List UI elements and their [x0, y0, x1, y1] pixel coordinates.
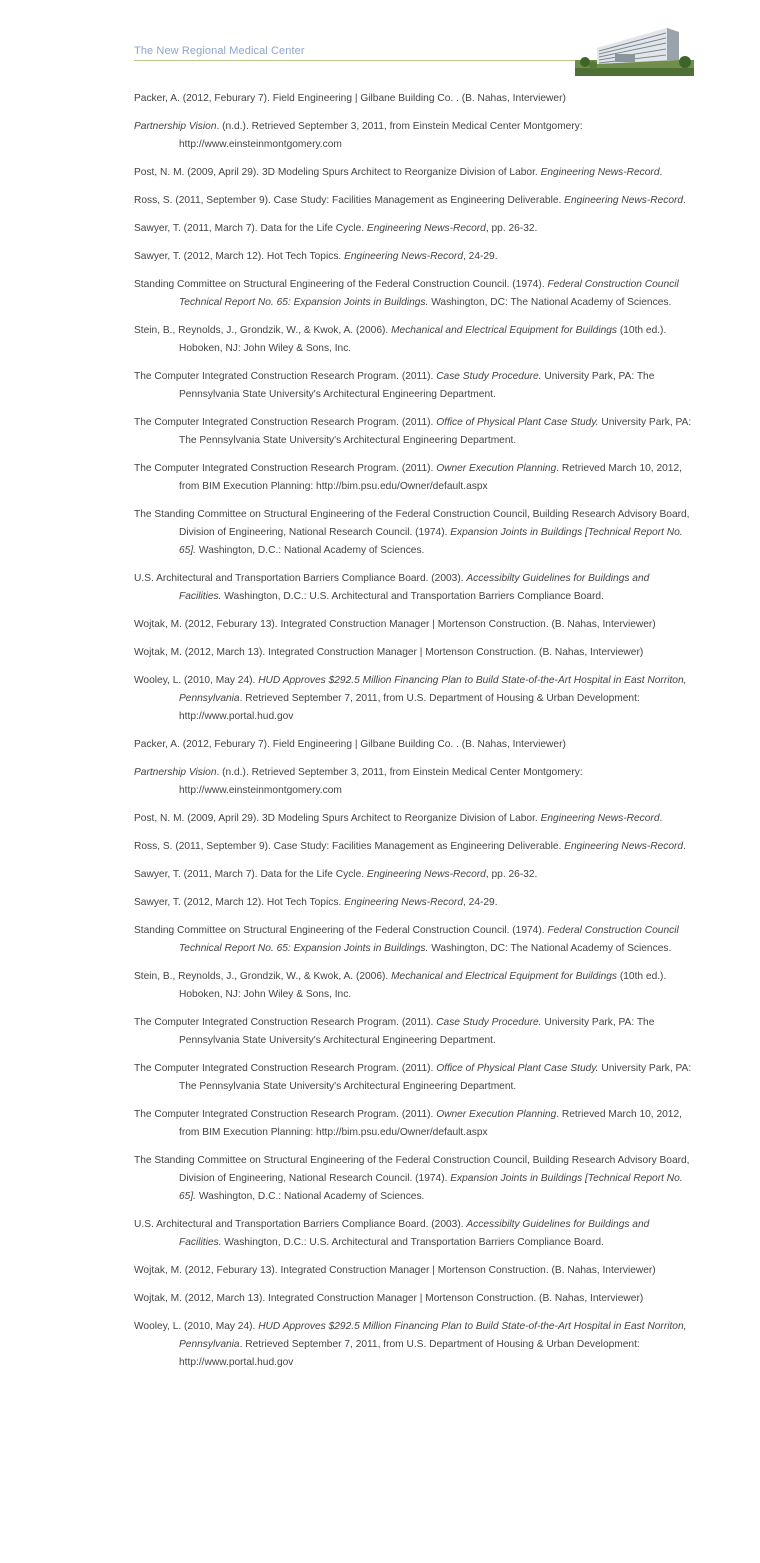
reference-text: Stein, B., Reynolds, J., Grondzik, W., & Kwok, A. (2006). [134, 971, 392, 982]
reference-text: . [659, 167, 663, 178]
reference-entry [134, 118, 694, 154]
reference-text: Sawyer, T. (2012, March 12). Hot Tech Topics. [134, 897, 345, 908]
page-header [134, 24, 694, 80]
reference-entry [134, 1152, 694, 1206]
reference-text: The Computer Integrated Construction Research Program. (2011). [134, 1017, 437, 1028]
reference-text: University Park, PA: The Pennsylvania State University's Architectural Engineering Department. [179, 417, 692, 446]
reference-title-text: Engineering News-Record [564, 841, 684, 852]
reference-text: , pp. 26-32. [485, 223, 538, 234]
reference-entry [134, 1318, 694, 1372]
reference-text: (10th ed.). Hoboken, NJ: John Wiley & Sons, Inc. [179, 325, 667, 354]
reference-title-text: Office of Physical Plant Case Study. [436, 1063, 599, 1074]
reference-entry [134, 570, 694, 606]
reference-title-text: Office of Physical Plant Case Study. [436, 417, 599, 428]
reference-text: U.S. Architectural and Transportation Barriers Compliance Board. (2003). [134, 1219, 467, 1230]
reference-text: Sawyer, T. (2011, March 7). Data for the Life Cycle. [134, 223, 367, 234]
reference-entry [134, 1106, 694, 1142]
reference-title-text: Case Study Procedure. [436, 1017, 542, 1028]
reference-text: Wooley, L. (2010, May 24). [134, 1321, 259, 1332]
reference-text: Standing Committee on Structural Engineering of the Federal Construction Council. (1974). [134, 925, 548, 936]
reference-entry [134, 922, 694, 958]
reference-text: (10th ed.). Hoboken, NJ: John Wiley & Sons, Inc. [179, 971, 667, 1000]
reference-entry [134, 164, 694, 182]
reference-text: . [683, 841, 686, 852]
reference-title-text: Accessibilty Guidelines for Buildings and Facilities. [179, 1219, 650, 1248]
reference-title-text: Engineering News-Record [540, 167, 660, 178]
reference-text: Sawyer, T. (2011, March 7). Data for the Life Cycle. [134, 869, 367, 880]
reference-title-text: Engineering News-Record [366, 223, 486, 234]
reference-text: Wojtak, M. (2012, March 13). Integrated Construction Manager | Mortenson Construction. (B. Nahas, Interviewer) [134, 647, 644, 658]
reference-entry [134, 506, 694, 560]
reference-entry [134, 1060, 694, 1096]
reference-title-text: HUD Approves $292.5 Million Financing Plan to Build State-of-the-Art Hospital in East Norriton, Pennsylvania [179, 675, 687, 704]
header-title: The New Regional Medical Center [134, 45, 305, 57]
reference-entry [134, 368, 694, 404]
hospital-building-image [575, 24, 694, 76]
reference-text: The Computer Integrated Construction Research Program. (2011). [134, 417, 437, 428]
reference-entry [134, 1290, 694, 1308]
reference-text: . Retrieved March 10, 2012, from BIM Execution Planning: http://bim.psu.edu/Owner/default.aspx [179, 463, 682, 492]
reference-entry [134, 736, 694, 754]
reference-entry [134, 810, 694, 828]
reference-entry [134, 894, 694, 912]
reference-text: Washington, D.C.: U.S. Architectural and Transportation Barriers Compliance Board. [221, 1237, 604, 1248]
reference-text: Wojtak, M. (2012, March 13). Integrated Construction Manager | Mortenson Construction. (B. Nahas, Interviewer) [134, 1293, 644, 1304]
reference-text: Ross, S. (2011, September 9). Case Study: Facilities Management as Engineering Deliverable. [134, 841, 565, 852]
reference-entry [134, 1262, 694, 1280]
reference-text: Washington, DC: The National Academy of Sciences. [428, 297, 672, 308]
reference-text: Packer, A. (2012, Feburary 7). Field Engineering | Gilbane Building Co. . (B. Nahas, Interviewer) [134, 93, 566, 104]
reference-title-text: Accessibilty Guidelines for Buildings and Facilities. [179, 573, 650, 602]
reference-entry [134, 192, 694, 210]
reference-text: . [683, 195, 686, 206]
reference-text: The Standing Committee on Structural Engineering of the Federal Construction Council, Building Research Advisory Board, Division of Engineering, National Research Council. (1974). [134, 509, 690, 538]
reference-text: U.S. Architectural and Transportation Barriers Compliance Board. (2003). [134, 573, 467, 584]
reference-text: . [659, 813, 663, 824]
reference-title-text: Owner Execution Planning [436, 1109, 557, 1120]
reference-entry [134, 322, 694, 358]
reference-entry [134, 1014, 694, 1050]
reference-text: Standing Committee on Structural Engineering of the Federal Construction Council. (1974). [134, 279, 548, 290]
reference-entry [134, 248, 694, 266]
reference-text: . (n.d.). Retrieved September 3, 2011, from Einstein Medical Center Montgomery: http://www.einsteinmontgomery.com [179, 767, 583, 796]
reference-text: . Retrieved September 7, 2011, from U.S. Department of Housing & Urban Development: http://www.portal.hud.gov [179, 693, 640, 722]
reference-text: University Park, PA: The Pennsylvania State University's Architectural Engineering Department. [179, 1063, 692, 1092]
reference-title-text: HUD Approves $292.5 Million Financing Plan to Build State-of-the-Art Hospital in East Norriton, Pennsylvania [179, 1321, 687, 1350]
reference-text: Ross, S. (2011, September 9). Case Study: Facilities Management as Engineering Deliverable. [134, 195, 565, 206]
reference-text: , pp. 26-32. [485, 869, 538, 880]
reference-title-text: Case Study Procedure. [436, 371, 542, 382]
reference-entry [134, 968, 694, 1004]
reference-text: . (n.d.). Retrieved September 3, 2011, from Einstein Medical Center Montgomery: http://www.einsteinmontgomery.com [179, 121, 583, 150]
reference-text: Stein, B., Reynolds, J., Grondzik, W., & Kwok, A. (2006). [134, 325, 392, 336]
reference-text: University Park, PA: The Pennsylvania State University's Architectural Engineering Department. [179, 371, 655, 400]
reference-entry [134, 414, 694, 450]
reference-entry [134, 460, 694, 496]
reference-entry [134, 1216, 694, 1252]
reference-title-text: Expansion Joints in Buildings [Technical Report No. 65]. [179, 1173, 683, 1202]
reference-title-text: Mechanical and Electrical Equipment for Buildings [391, 325, 618, 336]
reference-text: Post, N. M. (2009, April 29). 3D Modeling Spurs Architect to Reorganize Division of Labor. [134, 813, 541, 824]
reference-entry [134, 276, 694, 312]
reference-title-text: Engineering News-Record [540, 813, 660, 824]
reference-text: Packer, A. (2012, Feburary 7). Field Engineering | Gilbane Building Co. . (B. Nahas, Interviewer) [134, 739, 566, 750]
reference-title-text: Partnership Vision [134, 121, 217, 132]
reference-title-text: Federal Construction Council Technical Report No. 65: Expansion Joints in Buildings. [179, 279, 679, 308]
reference-text: Washington, D.C.: National Academy of Sciences. [196, 545, 425, 556]
reference-text: The Computer Integrated Construction Research Program. (2011). [134, 1063, 437, 1074]
reference-title-text: Federal Construction Council Technical Report No. 65: Expansion Joints in Buildings. [179, 925, 679, 954]
reference-text: Washington, D.C.: U.S. Architectural and Transportation Barriers Compliance Board. [221, 591, 604, 602]
reference-title-text: Engineering News-Record [344, 251, 463, 262]
reference-text: The Standing Committee on Structural Engineering of the Federal Construction Council, Building Research Advisory Board, Division of Engineering, National Research Council. (1974). [134, 1155, 690, 1184]
reference-text: . Retrieved September 7, 2011, from U.S. Department of Housing & Urban Development: http://www.portal.hud.gov [179, 1339, 640, 1368]
reference-text: , 24-29. [463, 251, 498, 262]
reference-text: Washington, DC: The National Academy of Sciences. [428, 943, 672, 954]
reference-title-text: Mechanical and Electrical Equipment for Buildings [391, 971, 618, 982]
reference-entry [134, 764, 694, 800]
reference-entry [134, 90, 694, 108]
reference-text: . Retrieved March 10, 2012, from BIM Execution Planning: http://bim.psu.edu/Owner/default.aspx [179, 1109, 682, 1138]
reference-text: Sawyer, T. (2012, March 12). Hot Tech Topics. [134, 251, 345, 262]
reference-entry [134, 644, 694, 662]
reference-title-text: Engineering News-Record [344, 897, 463, 908]
reference-text: Washington, D.C.: National Academy of Sciences. [196, 1191, 425, 1202]
reference-text: The Computer Integrated Construction Research Program. (2011). [134, 371, 437, 382]
reference-entry [134, 838, 694, 856]
reference-text: Wojtak, M. (2012, Feburary 13). Integrated Construction Manager | Mortenson Construction. (B. Nahas, Interviewer) [134, 1265, 656, 1276]
reference-text: University Park, PA: The Pennsylvania State University's Architectural Engineering Department. [179, 1017, 655, 1046]
reference-title-text: Owner Execution Planning [436, 463, 557, 474]
reference-title-text: Engineering News-Record [564, 195, 684, 206]
reference-text: , 24-29. [463, 897, 498, 908]
reference-entry [134, 616, 694, 634]
reference-text: The Computer Integrated Construction Research Program. (2011). [134, 463, 437, 474]
reference-text: The Computer Integrated Construction Research Program. (2011). [134, 1109, 437, 1120]
reference-entry [134, 220, 694, 238]
reference-list [134, 90, 694, 1382]
reference-entry [134, 672, 694, 726]
reference-entry [134, 866, 694, 884]
header-divider [134, 60, 580, 61]
reference-text: Wojtak, M. (2012, Feburary 13). Integrated Construction Manager | Mortenson Construction. (B. Nahas, Interviewer) [134, 619, 656, 630]
reference-text: Post, N. M. (2009, April 29). 3D Modeling Spurs Architect to Reorganize Division of Labor. [134, 167, 541, 178]
reference-title-text: Partnership Vision [134, 767, 217, 778]
reference-title-text: Expansion Joints in Buildings [Technical Report No. 65]. [179, 527, 683, 556]
reference-text: Wooley, L. (2010, May 24). [134, 675, 259, 686]
reference-title-text: Engineering News-Record [366, 869, 486, 880]
